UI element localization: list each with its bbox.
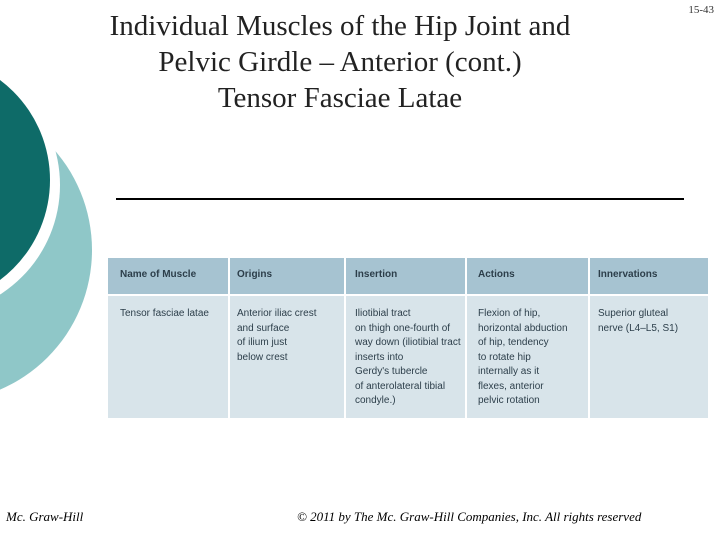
cell-actions: Flexion of hip, horizontal abduction of hip, tendency to rotate hip internally as it flexes, anterior pelvic rotation xyxy=(478,308,568,406)
footer-publisher: Mc. Graw-Hill xyxy=(6,509,84,524)
cell-muscle: Tensor fasciae latae xyxy=(120,308,209,319)
header-origins: Origins xyxy=(237,269,273,280)
header-muscle: Name of Muscle xyxy=(120,269,197,280)
footer-copyright: © 2011 by The Mc. Graw-Hill Companies, Inc. All rights reserved xyxy=(297,509,642,524)
muscle-table xyxy=(108,258,708,418)
header-divider xyxy=(108,294,708,296)
header-insertion: Insertion xyxy=(355,269,398,280)
cell-innervations: Superior gluteal nerve (L4–L5, S1) xyxy=(598,308,679,334)
slide-number: 15-43 xyxy=(688,4,714,16)
title-line-1: Individual Muscles of the Hip Joint and xyxy=(109,10,571,42)
column-divider xyxy=(344,258,346,418)
title-line-2: Pelvic Girdle – Anterior (cont.) xyxy=(158,46,522,78)
title-line-3: Tensor Fasciae Latae xyxy=(217,82,463,114)
slide-title xyxy=(40,8,640,116)
column-divider xyxy=(465,258,467,418)
cell-insertion: Iliotibial tract on thigh one-fourth of way down (iliotibial tract inserts into Gerdy's tubercle of anterolateral tibial condyle.) xyxy=(355,308,461,406)
column-divider xyxy=(588,258,590,418)
column-divider xyxy=(228,258,230,418)
title-underline xyxy=(116,198,684,200)
header-actions: Actions xyxy=(478,269,515,280)
header-innervations: Innervations xyxy=(598,269,658,280)
cell-origins: Anterior iliac crest and surface of ilium just below crest xyxy=(237,308,317,363)
